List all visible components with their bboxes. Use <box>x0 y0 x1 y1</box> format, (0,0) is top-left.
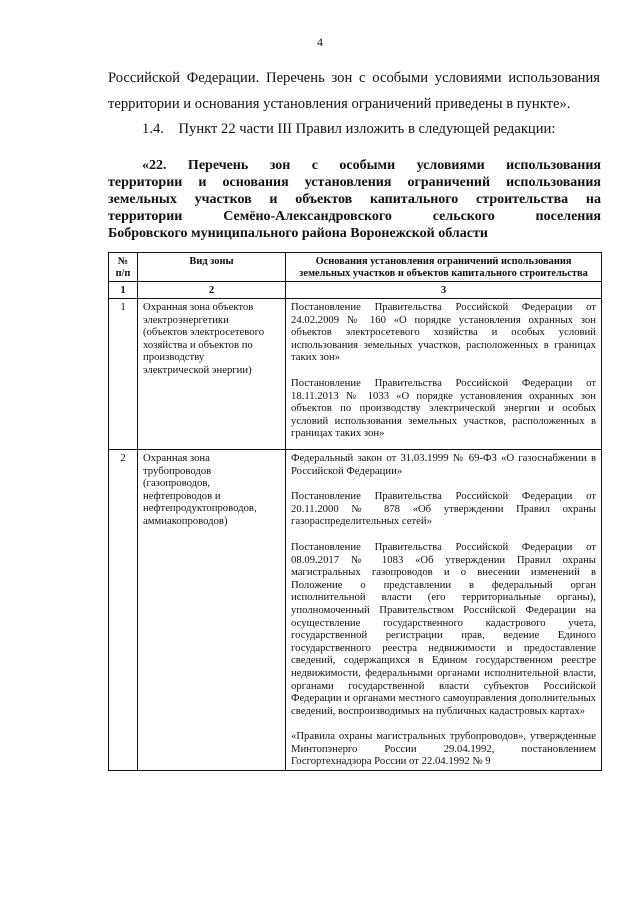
intro-line-2: территории и основания установления ограничений приведены в пункте». <box>108 96 571 112</box>
zones-table <box>108 252 602 771</box>
section-title-line: территории Семёно-Александровского сельского поселения <box>108 209 601 224</box>
header-zone-type: Вид зоны <box>138 253 286 282</box>
table-row <box>109 450 602 771</box>
basis-item: Постановление Правительства Российской Федерации от 24.02.2009 № 160 «О порядке установления охранных зон объектов электросетевого хозяйства и особых условий использования земельных участков, расположенных в границах таких зон» <box>291 301 596 364</box>
header-basis: Основания установления ограничений использования земельных участков и объектов капитального строительства <box>286 253 602 282</box>
basis-cell <box>286 450 602 771</box>
basis-item: Постановление Правительства Российской Федерации от 18.11.2013 № 1033 «О порядке установления охранных зон объектов по производству электрической энергии и особых условий использования земельных участков, расположенных в границах таких зон» <box>291 376 596 440</box>
basis-item: Постановление Правительства Российской Федерации от 08.09.2017 № 1083 «Об утверждении Правил охраны магистральных газопроводов и о внесении изменений в Положение о представлении в федеральный орган исполнительной власти (его территориальные органы), уполномоченный Правительством Российской Федерации на осуществление государственного кадастрового учета, государственной регистрации прав, ведение Единого государственного реестра недвижимости и предоставление сведений, содержащихся в Едином государственном реестре недвижимости, федеральными органами исполнительной власти, органами государственной власти субъектов Российской Федерации и органами местного самоуправления дополнительных сведений, воспроизводимых на публичных кадастровых картах» <box>291 540 596 717</box>
column-number: 3 <box>286 282 602 299</box>
table-row <box>109 299 602 450</box>
section-title-line: Бобровского муниципального района Воронежской области <box>108 226 488 241</box>
clause-1-4: 1.4. Пункт 22 части III Правил изложить в следующей редакции: <box>142 121 556 137</box>
row-number: 2 <box>109 450 138 771</box>
section-title-line: территории и основания установления ограничений использования <box>108 175 601 190</box>
table-header-row <box>109 253 602 282</box>
basis-item: Федеральный закон от 31.03.1999 № 69-ФЗ «О газоснабжении в Российской Федерации» <box>291 452 596 477</box>
section-title <box>108 157 601 242</box>
row-number: 1 <box>109 299 138 450</box>
column-number: 1 <box>109 282 138 299</box>
column-number-row <box>109 282 602 299</box>
basis-item: Постановление Правительства Российской Федерации от 20.11.2000 № 878 «Об утверждении Правил охраны газораспределительных сетей» <box>291 490 596 528</box>
section-title-line: земельных участков и объектов капитального строительства на <box>108 192 601 207</box>
basis-item: «Правила охраны магистральных трубопроводов», утвержденные Минтопэнерго России 29.04.1992, постановлением Госгортехнадзора России от 22.04.1992 № 9 <box>291 730 596 768</box>
zone-type: Охранная зона трубопроводов (газопроводов, нефтепроводов и нефтепродуктопроводов, аммиакопроводов) <box>138 450 286 771</box>
zone-type: Охранная зона объектов электроэнергетики (объектов электросетевого хозяйства и объектов по производству электрической энергии) <box>138 299 286 450</box>
header-number: № п/п <box>109 253 138 282</box>
basis-cell <box>286 299 602 450</box>
intro-line-1: Российской Федерации. Перечень зон с особыми условиями использования <box>108 70 600 86</box>
column-number: 2 <box>138 282 286 299</box>
page-number: 4 <box>317 35 323 49</box>
section-title-line: «22. Перечень зон с особыми условиями использования <box>142 158 601 173</box>
